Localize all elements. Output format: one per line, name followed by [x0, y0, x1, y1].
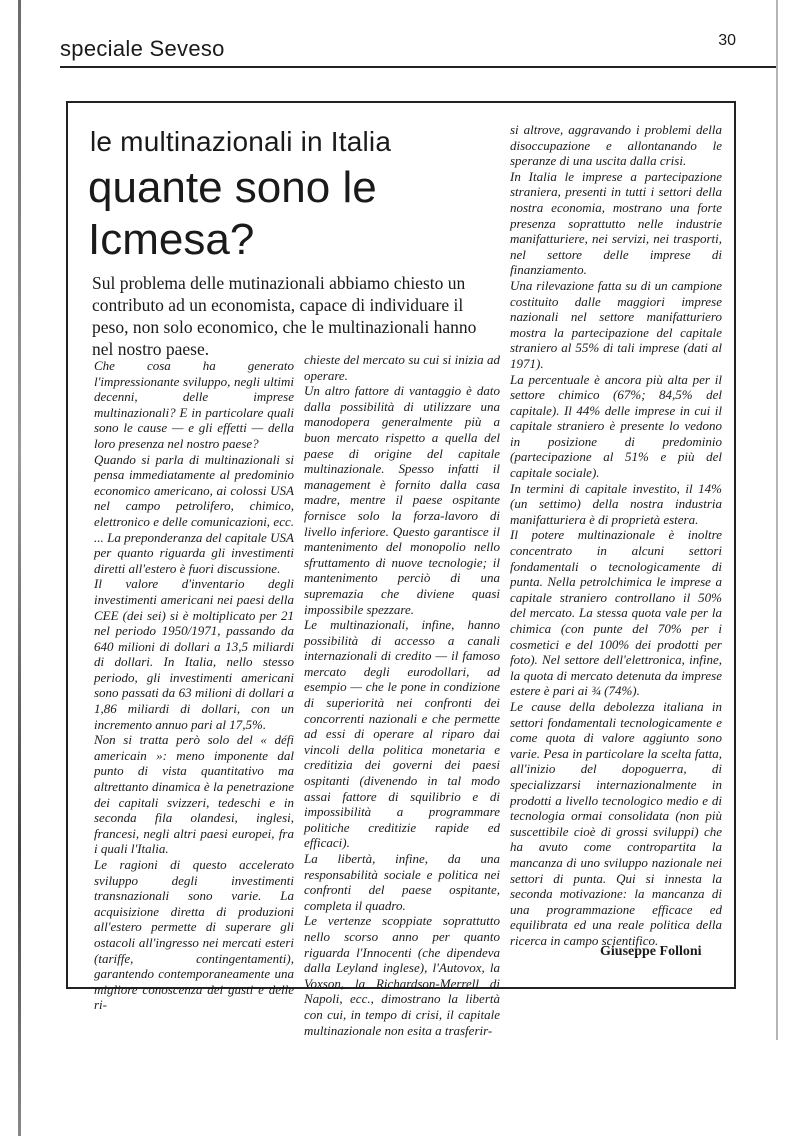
scan-edge-right [776, 0, 778, 1040]
article-headline: quante sono le Icmesa? [88, 163, 377, 264]
paragraph: In Italia le imprese a partecipazione straniera, presenti in tutti i settori della nostra economia, mostrano una forte presenza soprattutto nelle industrie manifatturiere, nei servizi, nei trasporti, nel settore delle imprese di finanziamento. [510, 168, 722, 278]
author-signature: Giuseppe Folloni [600, 944, 702, 959]
section-label: speciale Seveso [60, 36, 225, 61]
paragraph: Una rilevazione fatta su di un campione costituito dalle maggiori imprese nazionali nel settore manifatturiero mostra la partecipazione del capitale straniero al 55% di tali imprese (dati al 1971). [510, 277, 722, 371]
header-rule [60, 66, 776, 68]
paragraph: Il potere multinazionale è inoltre concentrato in alcuni settori fondamentali o tecnologicamente di punta. Nella petrolchimica le imprese a capitale straniero controllano il 50% del mercato. La stessa quota vale per la chimica (con punte del 70% per i cosmetici e del 100% dei prodotti per foto). Nel settore dell'elettronica, infine, la quota di mercato detenuta da imprese estere è pari ai ¾ (74%). [510, 527, 722, 699]
paragraph: chieste del mercato su cui si inizia ad operare. [304, 352, 500, 383]
page-header [60, 28, 736, 68]
article-column-2 [304, 352, 500, 1038]
paragraph: La libertà, infine, da una responsabilità sociale e politica nei confronti del paese ospitante, completa il quadro. [304, 851, 500, 913]
paragraph: In termini di capitale investito, il 14% (un settimo) della nostra industria manifatturiera è di proprietà estera. [510, 480, 722, 527]
paragraph: Che cosa ha generato l'impressionante sviluppo, negli ultimi decenni, delle imprese multinazionali? E in particolare quali sono le cause — e gli effetti — della loro presenza nel nostro paese? [94, 358, 294, 451]
paragraph: Le multinazionali, infine, hanno possibilità di accesso a canali internazionali di credito — il famoso mercato degli eurodollari, ad esempio — che le pone in condizione di superiorità nei confronti dei concorrenti nazionali e che permette ad essi di operare al riparo dai vincoli della politica monetaria e creditizia dei governi dei paesi ospitanti (divenendo in tal modo assai fattore di squilibrio e di impossibilità a programmare politiche creditizie rapide ed efficaci). [304, 617, 500, 851]
scan-edge-left [18, 0, 21, 1136]
page-number: 30 [718, 32, 736, 49]
paragraph: Quando si parla di multinazionali si pensa immediatamente al predominio economico americano, ai colossi USA nel campo petrolifero, chimico, elettronico e delle comunicazioni, ecc. ... La preponderanza del capitale USA per quanto riguarda gli investimenti diretti all'estero è fuori discussione. [94, 451, 294, 576]
paragraph: si altrove, aggravando i problemi della disoccupazione e allontanando le speranze di una uscita dalla crisi. [510, 122, 722, 169]
article-kicker: le multinazionali in Italia [90, 126, 392, 157]
paragraph: Le cause della debolezza italiana in settori fondamentali tecnologicamente e come quota di valore aggiunto sono varie. Pesa in particolare la scelta fatta, all'inizio del dopoguerra, di specializzarsi internazionalmente in prodotti a livello tecnologico medio e di tecnologia ormai consolidata (non più suscettibile cioè di grossi sviluppi) che ha avuto come contropartita la mancanza di uno sviluppo nazionale nei settori di punta. Qui si innesta la seconda motivazione: la mancanza di una programmazione efficace ed equilibrata ed una reale politica della ricerca in campo scientifico. [510, 698, 722, 948]
paragraph: Il valore d'inventario degli investimenti americani nei paesi della CEE (dei sei) si è moltiplicato per 21 nel periodo 1950/1971, passando da 640 milioni di dollari a 13,5 miliardi di dollari. In Italia, nello stesso periodo, gli investimenti americani sono passati da 63 milioni di dollari a 1,86 miliardi di dollari, con un incremento annuo pari al 17,5%. [94, 576, 294, 732]
paragraph: Le vertenze scoppiate soprattutto nello scorso anno per quanto riguarda l'Innocenti (che dipendeva dalla Leyland inglese), l'Autovox, la Voxson, la Richardson-Merrell di Napoli, ecc., dimostrano la libertà con cui, in tempo di crisi, il capitale multinazionale non esita a trasferir- [304, 913, 500, 1038]
paragraph: Non si tratta però solo del « défi americain »: meno imponente dal punto di vista quantitativo ma altrettanto dinamica è la penetrazione dei capitali svizzeri, tedeschi e in seconda fila olandesi, inglesi, francesi, negli altri paesi europei, fra i quali l'Italia. [94, 732, 294, 857]
paragraph: Un altro fattore di vantaggio è dato dalla possibilità di utilizzare una manodopera generalmente più a buon mercato rispetto a quella del paese di origine del capitale multinazionale. Spesso infatti il management è fornito dalla casa madre, mentre il paese ospitante fornisce solo la forza-lavoro di livello inferiore. Questo garantisce il mantenimento del monopolio nello sfruttamento di nuove tecnologie; il mantenimento perciò di una supremazia che diviene quasi impossibile spezzare. [304, 383, 500, 617]
paragraph: Le ragioni di questo accelerato sviluppo degli investimenti transnazionali sono varie. La acquisizione diretta di produzioni all'estero permette di superare gli ostacoli all'ingresso nei mercati esteri (tariffe, contingentamenti), garantendo contemporaneamente una migliore conoscenza dei gusti e delle ri- [94, 857, 294, 1013]
article-standfirst: Sul problema delle mutinazionali abbiamo chiesto un contributo ad un economista, capace di individuare il peso, non solo economico, che le multinazionali hanno nel nostro paese. [92, 273, 477, 359]
article-column-1 [94, 358, 294, 1013]
paragraph: La percentuale è ancora più alta per il settore chimico (67%; 84,5% del capitale). Il 44% delle imprese in cui il capitale straniero è presente lo vedono in posizione di predominio (partecipazione al 51% e più del capitale sociale). [510, 371, 722, 481]
article-column-3 [510, 122, 722, 948]
